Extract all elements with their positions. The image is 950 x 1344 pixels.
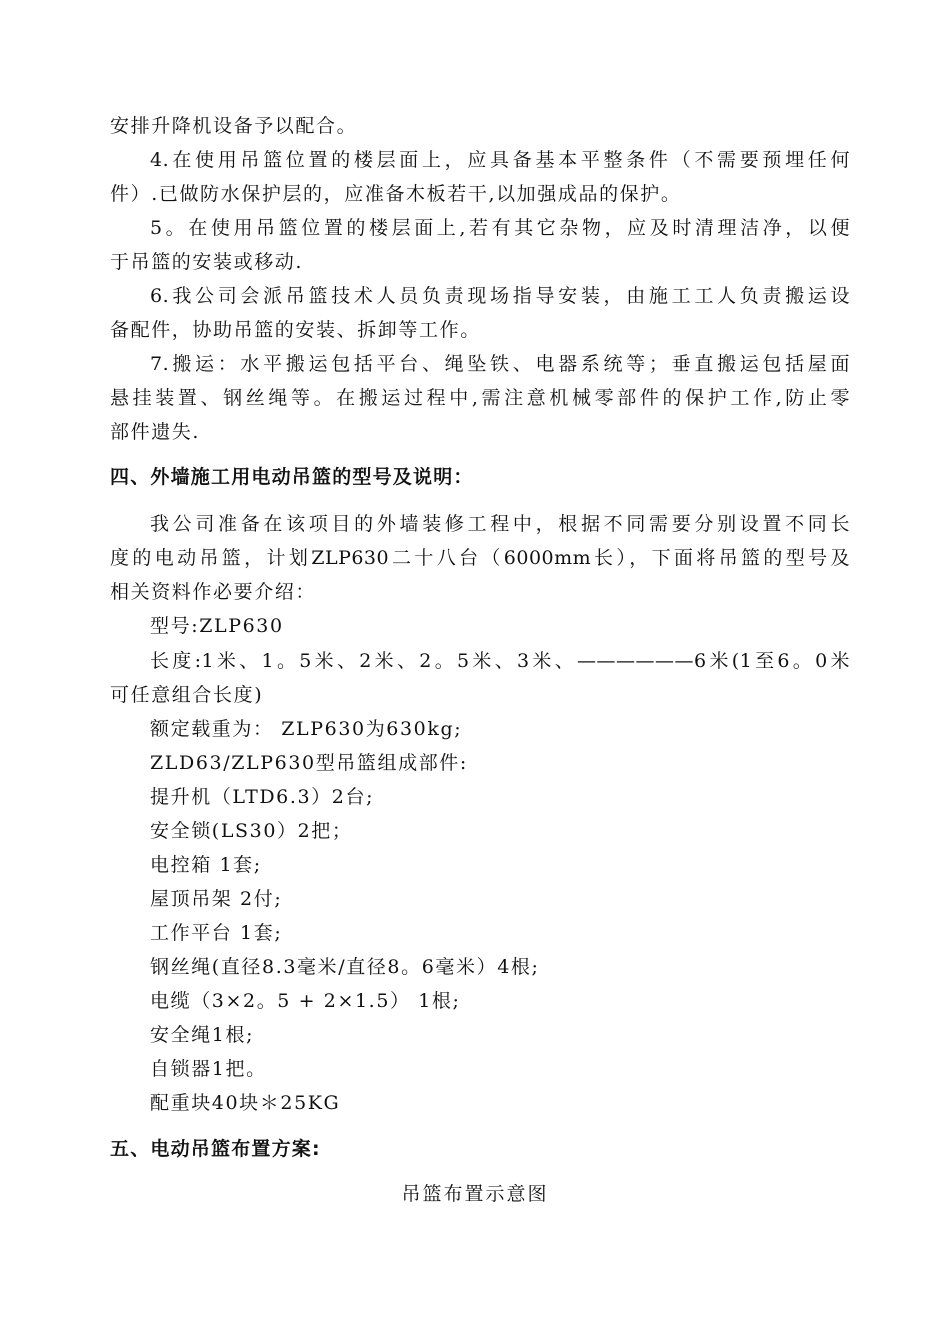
component-item: 电缆（3×2。5 + 2×1.5） 1根; (150, 990, 461, 1012)
figure-caption: 吊篮布置示意图 (401, 1183, 549, 1205)
component-item: 提升机（LTD6.3）2台; (150, 786, 375, 808)
paragraph-line: 我公司准备在该项目的外墙装修工程中，根据不同需要分别设置不同长 (150, 513, 850, 535)
component-item: 安全绳1根; (150, 1024, 255, 1046)
paragraph-line: 7.搬运：水平搬运包括平台、绳坠铁、电器系统等；垂直搬运包括屋面 (150, 353, 850, 375)
spec-line: 长度:1米、1。5米、2米、2。5米、3米、——————6米(1至6。0米 (150, 650, 850, 672)
spec-line: 可任意组合长度) (110, 684, 264, 706)
section-heading: 四、外墙施工用电动吊篮的型号及说明： (110, 466, 474, 488)
component-item: 自锁器1把。 (150, 1058, 267, 1080)
component-item: 安全锁(LS30）2把； (150, 820, 353, 842)
paragraph-line: 备配件，协助吊篮的安装、拆卸等工作。 (110, 319, 481, 341)
spec-line: ZLD63/ZLP630型吊篮组成部件: (150, 752, 468, 774)
paragraph-line: 4.在使用吊篮位置的楼层面上，应具备基本平整条件（不需要预埋任何 (150, 149, 850, 171)
paragraph-line: 相关资料作必要介绍： (110, 581, 317, 603)
paragraph-line: 度的电动吊篮，计划ZLP630二十八台（6000mm长），下面将吊篮的型号及 (110, 547, 850, 569)
paragraph-line: 安排升降机设备予以配合。 (110, 115, 358, 137)
paragraph-line: 5。在使用吊篮位置的楼层面上,若有其它杂物，应及时清理洁净，以便 (150, 217, 850, 239)
spec-line: 额定载重为： ZLP630为630kg; (150, 718, 463, 740)
component-item: 电控箱 1套; (150, 854, 262, 876)
component-item: 配重块40块＊25KG (150, 1092, 341, 1114)
component-item: 工作平台 1套; (150, 922, 283, 944)
component-item: 屋顶吊架 2付; (150, 888, 283, 910)
spec-line: 型号:ZLP630 (150, 615, 284, 637)
paragraph-line: 悬挂装置、钢丝绳等。在搬运过程中,需注意机械零部件的保护工作,防止零 (110, 387, 850, 409)
section-heading: 五、电动吊篮布置方案: (110, 1138, 321, 1160)
paragraph-line: 件）.已做防水保护层的，应准备木板若干,以加强成品的保护。 (110, 183, 682, 205)
paragraph-line: 于吊篮的安装或移动. (110, 251, 304, 273)
component-item: 钢丝绳(直径8.3毫米/直径8。6毫米）4根; (150, 956, 540, 978)
paragraph-line: 部件遗失. (110, 421, 201, 443)
paragraph-line: 6.我公司会派吊篮技术人员负责现场指导安装，由施工工人负责搬运设 (150, 285, 850, 307)
